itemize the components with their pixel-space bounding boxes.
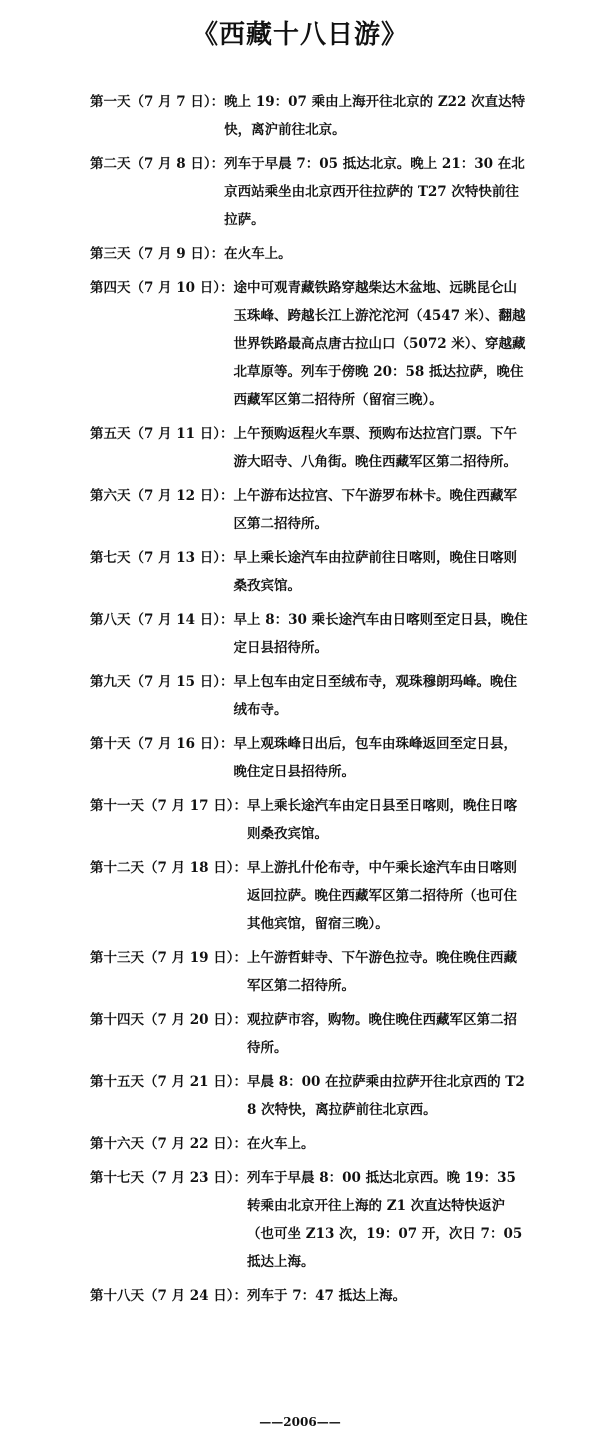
day-text: 途中可观青藏铁路穿越柴达木盆地、远眺昆仑山玉珠峰、跨越长江上游沱沱河（4547 米）、翻越世界铁路最高点唐古拉山口（5072 米）、穿越藏北草原等。列车于傍晚 20：58 抵达拉萨，晚住西藏军区第二招待所（留宿三晚）。 [233, 280, 526, 408]
day-label: 第十五天（7 月 21 日）： [90, 1074, 248, 1090]
itinerary-day-17 [90, 1164, 530, 1276]
itinerary-day-18 [90, 1282, 530, 1310]
day-text: 早上观珠峰日出后，包车由珠峰返回至定日县，晚住定日县招待所。 [233, 736, 518, 780]
itinerary-day-6 [90, 482, 530, 538]
document-title: 《西藏十八日游》 [191, 20, 408, 50]
itinerary-day-15 [90, 1068, 530, 1124]
itinerary-day-7 [90, 544, 530, 600]
day-label: 第五天（7 月 11 日）： [90, 426, 234, 442]
itinerary-day-13 [90, 944, 530, 1000]
day-text: 早上乘长途汽车由定日县至日喀则，晚住日喀则桑孜宾馆。 [247, 798, 518, 842]
itinerary-day-14 [90, 1006, 530, 1062]
day-text: 列车于早晨 7：05 抵达北京。晚上 21：30 在北京西站乘坐由北京西开往拉萨的 T27 次特快前往拉萨。 [224, 156, 525, 228]
day-text: 早上包车由定日至绒布寺，观珠穆朗玛峰。晚住绒布寺。 [233, 674, 518, 718]
itinerary-day-8 [90, 606, 530, 662]
day-text: 早上乘长途汽车由拉萨前往日喀则，晚住日喀则桑孜宾馆。 [233, 550, 518, 594]
day-label: 第十一天（7 月 17 日）： [90, 798, 248, 814]
day-label: 第十八天（7 月 24 日）： [90, 1288, 248, 1304]
itinerary-day-5 [90, 420, 530, 476]
day-text: 在火车上。 [224, 246, 292, 262]
day-text: 早上 8：30 乘长途汽车由日喀则至定日县，晚住定日县招待所。 [233, 612, 528, 656]
day-label: 第十二天（7 月 18 日）： [90, 860, 248, 876]
itinerary-day-1 [90, 88, 530, 144]
day-label: 第一天（7 月 7 日）： [90, 94, 225, 110]
day-label: 第十七天（7 月 23 日）： [90, 1170, 248, 1186]
day-label: 第九天（7 月 15 日）： [90, 674, 234, 690]
itinerary-day-10 [90, 730, 530, 786]
itinerary-day-11 [90, 792, 530, 848]
day-text: 上午游哲蚌寺、下午游色拉寺。晚住晚住西藏军区第二招待所。 [247, 950, 518, 994]
day-text: 列车于 7：47 抵达上海。 [247, 1288, 407, 1304]
day-label: 第十三天（7 月 19 日）： [90, 950, 248, 966]
day-label: 第七天（7 月 13 日）： [90, 550, 234, 566]
itinerary-day-4 [90, 274, 530, 414]
day-text: 早上游扎什伦布寺，中午乘长途汽车由日喀则返回拉萨。晚住西藏军区第二招待所（也可住其他宾馆，留宿三晚）。 [247, 860, 518, 932]
itinerary-day-12 [90, 854, 530, 938]
day-label: 第十四天（7 月 20 日）： [90, 1012, 248, 1028]
day-label: 第八天（7 月 14 日）： [90, 612, 234, 628]
day-text: 列车于早晨 8：00 抵达北京西。晚 19：35 转乘由北京开往上海的 Z1 次直达特快返沪（也可坐 Z13 次，19：07 开，次日 7：05 抵达上海。 [247, 1170, 523, 1270]
day-label: 第十天（7 月 16 日）： [90, 736, 234, 752]
itinerary-day-9 [90, 668, 530, 724]
day-label: 第四天（7 月 10 日）： [90, 280, 234, 296]
day-text: 在火车上。 [247, 1136, 315, 1152]
itinerary-day-3 [90, 240, 530, 268]
day-text: 早晨 8：00 在拉萨乘由拉萨开往北京西的 T28 次特快，离拉萨前往北京西。 [247, 1074, 525, 1118]
day-text: 观拉萨市容，购物。晚住晚住西藏军区第二招待所。 [247, 1012, 518, 1056]
day-text: 晚上 19：07 乘由上海开往北京的 Z22 次直达特快，离沪前往北京。 [224, 94, 526, 138]
day-label: 第十六天（7 月 22 日）： [90, 1136, 248, 1152]
day-text: 上午预购返程火车票、预购布达拉宫门票。下午游大昭寺、八角街。晚住西藏军区第二招待所。 [233, 426, 518, 470]
itinerary-day-2 [90, 150, 530, 234]
itinerary-list [90, 88, 530, 1316]
day-label: 第二天（7 月 8 日）： [90, 156, 225, 172]
day-label: 第三天（7 月 9 日）： [90, 246, 225, 262]
day-text: 上午游布达拉宫、下午游罗布林卡。晚住西藏军区第二招待所。 [233, 488, 518, 532]
footer-year: ——2006—— [259, 1415, 341, 1429]
itinerary-day-16 [90, 1130, 530, 1158]
day-label: 第六天（7 月 12 日）： [90, 488, 234, 504]
